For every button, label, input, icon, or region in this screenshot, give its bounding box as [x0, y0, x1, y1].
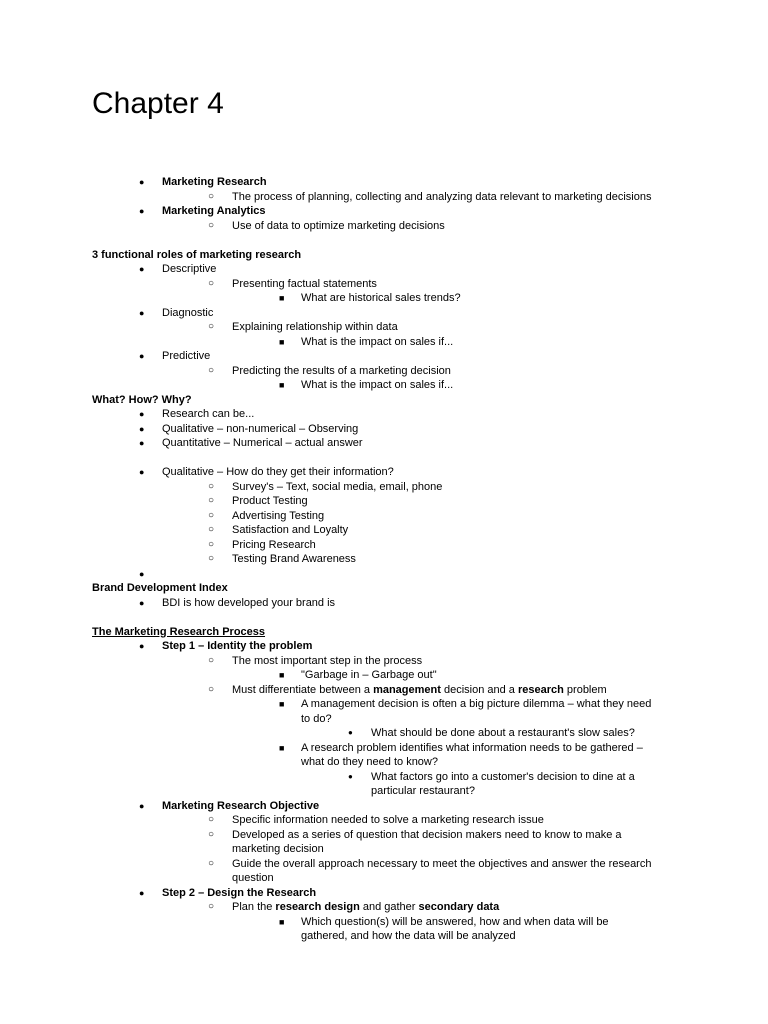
list-item [279, 915, 609, 930]
list-item [139, 306, 214, 321]
text-run: Plan the [232, 901, 276, 913]
line-text: Pricing Research [232, 538, 316, 551]
line-text: What is the impact on sales if... [301, 335, 454, 348]
line-text: marketing decision [232, 843, 324, 855]
list-item [208, 523, 349, 538]
list-item [232, 871, 274, 886]
line-text [232, 900, 499, 915]
line-text: Predictive [162, 350, 211, 362]
line-text: Marketing Research [162, 176, 267, 188]
list-item [301, 755, 438, 770]
bullet-icon: ○ [208, 538, 215, 550]
text-run: Must differentiate between a [232, 683, 374, 696]
bullet-icon: ○ [208, 524, 215, 535]
line-text: what do they need to know? [301, 756, 438, 768]
list-item [208, 277, 377, 292]
line-text: Advertising Testing [232, 509, 325, 522]
bullet-icon: ● [139, 206, 145, 216]
list-item [139, 436, 363, 451]
line-text: Satisfaction and Loyalty [232, 524, 349, 536]
list-item [208, 654, 423, 669]
list-item [279, 741, 643, 756]
section-heading [92, 393, 192, 408]
line-text: Qualitative – non-numerical – Observing [162, 422, 359, 435]
bold-term: secondary data [418, 901, 500, 913]
line-text: The Marketing Research Process [92, 625, 266, 638]
line-text: Survey's – Text, social media, email, phone [232, 480, 443, 493]
line-text: Developed as a series of question that decision makers need to know to make a [232, 828, 622, 841]
line-text: Step 2 – Design the Research [162, 886, 317, 899]
bullet-icon: ● [139, 800, 145, 811]
list-item [139, 886, 317, 901]
bold-term: management [373, 683, 441, 696]
section-heading [92, 248, 301, 263]
line-text: Diagnostic [162, 306, 214, 319]
line-text: Product Testing [232, 495, 308, 507]
list-item [279, 291, 461, 306]
line-text: Quantitative – Numerical – actual answer [162, 437, 363, 449]
line-text: Marketing Analytics [162, 205, 266, 217]
line-text: Specific information needed to solve a marketing research issue [232, 814, 544, 826]
bullet-icon: ○ [208, 321, 215, 332]
line-text: What are historical sales trends? [301, 292, 461, 304]
bullet-icon: ● [139, 597, 145, 608]
text-run: decision and a [440, 683, 518, 696]
line-text: Use of data to optimize marketing decisions [232, 219, 445, 232]
line-text: Guide the overall approach necessary to meet the objectives and answer the research [232, 857, 652, 870]
list-item [139, 204, 266, 219]
bullet-icon: ○ [208, 683, 215, 695]
list-item [139, 639, 313, 654]
bullet-icon: ● [139, 423, 145, 434]
bullet-icon: ● [139, 351, 145, 361]
bullet-icon: ○ [208, 857, 215, 869]
bullet-icon: ■ [279, 293, 285, 303]
bullet-icon: ■ [279, 699, 285, 709]
line-text: What should be done about a restaurant's slow sales? [371, 727, 635, 739]
list-item [139, 799, 320, 814]
bullet-icon: ● [139, 467, 145, 477]
list-item [279, 335, 454, 350]
line-text: Descriptive [162, 263, 217, 275]
bold-term: research design [275, 901, 360, 913]
list-item [208, 480, 443, 495]
line-text: Step 1 – Identity the problem [162, 640, 313, 652]
line-text: What? How? Why? [92, 393, 192, 406]
line-text: "Garbage in – Garbage out" [301, 669, 437, 681]
line-text: BDI is how developed your brand is [162, 596, 336, 609]
line-text: The most important step in the process [232, 654, 423, 667]
list-item [232, 842, 324, 857]
line-text: The process of planning, collecting and analyzing data relevant to marketing decisions [232, 190, 652, 203]
text-run: problem [563, 683, 607, 696]
list-item [139, 465, 394, 480]
list-item [208, 857, 652, 872]
bullet-icon: ● [139, 438, 145, 448]
bullet-icon: ○ [208, 277, 215, 289]
line-text: Presenting factual statements [232, 277, 377, 290]
line-text: What factors go into a customer's decision to dine at a [371, 770, 635, 783]
list-item [139, 262, 217, 277]
line-text: Brand Development Index [92, 582, 228, 594]
bullet-icon: ■ [279, 916, 285, 927]
list-item [208, 828, 622, 843]
list-item [279, 668, 437, 683]
bullet-icon: ● [139, 177, 145, 187]
bullet-icon: ○ [208, 190, 215, 202]
bullet-icon: ○ [208, 828, 215, 840]
list-item [279, 697, 652, 712]
line-text: Qualitative – How do they get their information? [162, 466, 394, 478]
line-text: What is the impact on sales if... [301, 379, 454, 391]
bullet-icon: ○ [208, 219, 215, 231]
list-item [279, 378, 454, 393]
bullet-icon: ■ [279, 670, 285, 680]
line-text: Which question(s) will be answered, how and when data will be [301, 915, 609, 928]
bullet-icon: ○ [208, 901, 215, 912]
line-text: Testing Brand Awareness [232, 553, 356, 565]
list-item [208, 219, 445, 234]
list-item [301, 712, 332, 727]
list-item [208, 813, 544, 828]
line-text: 3 functional roles of marketing research [92, 248, 302, 261]
line-text: A research problem identifies what information needs to be gathered – [301, 741, 643, 754]
line-text [232, 683, 607, 698]
bullet-icon: ● [139, 409, 145, 419]
line-text: Marketing Research Objective [162, 799, 320, 812]
list-item [301, 929, 516, 944]
line-text: to do? [301, 712, 332, 725]
list-item [208, 364, 451, 379]
list-item [208, 509, 325, 524]
bullet-icon: ○ [208, 814, 215, 825]
text-run: and gather [359, 901, 419, 913]
bullet-icon: ○ [208, 364, 215, 376]
bold-term: research [517, 683, 564, 696]
chapter-title: Chapter 4 [92, 87, 224, 120]
bullet-icon: ■ [279, 742, 285, 753]
section-heading [92, 625, 265, 640]
list-item [208, 320, 398, 335]
bullet-icon: ■ [279, 380, 285, 390]
line-text: Explaining relationship within data [232, 321, 398, 333]
line-text: A management decision is often a big picture dilemma – what they need [301, 698, 652, 710]
list-item [208, 494, 308, 509]
list-item [208, 900, 500, 915]
bullet-icon: ● [139, 887, 145, 898]
list-item [371, 784, 475, 799]
bullet-icon: ■ [279, 336, 285, 347]
list-item [139, 175, 267, 190]
list-item [348, 726, 635, 741]
line-text: question [232, 872, 274, 884]
bullet-icon: ● [139, 307, 145, 318]
bullet-icon: ○ [208, 553, 215, 564]
line-text: gathered, and how the data will be analyzed [301, 930, 516, 942]
bullet-icon: ● [139, 568, 145, 579]
list-item [139, 349, 211, 364]
bullet-icon: ○ [208, 509, 215, 521]
list-item [208, 552, 356, 567]
list-item [139, 407, 255, 422]
list-item [208, 683, 607, 698]
list-item [348, 770, 635, 785]
list-item [208, 190, 652, 205]
line-text: Research can be... [162, 408, 255, 420]
bullet-icon: ● [139, 641, 145, 651]
bullet-icon: ○ [208, 654, 215, 666]
bullet-icon: ● [139, 264, 145, 274]
bullet-icon: ● [348, 728, 353, 737]
bullet-icon: ● [348, 771, 353, 781]
list-item [139, 422, 359, 437]
bullet-icon: ○ [208, 480, 215, 492]
list-item [208, 538, 316, 553]
section-heading [92, 581, 228, 596]
line-text: particular restaurant? [371, 785, 475, 797]
list-item [139, 596, 336, 611]
bullet-icon: ○ [208, 495, 215, 506]
line-text: Predicting the results of a marketing decision [232, 364, 451, 377]
